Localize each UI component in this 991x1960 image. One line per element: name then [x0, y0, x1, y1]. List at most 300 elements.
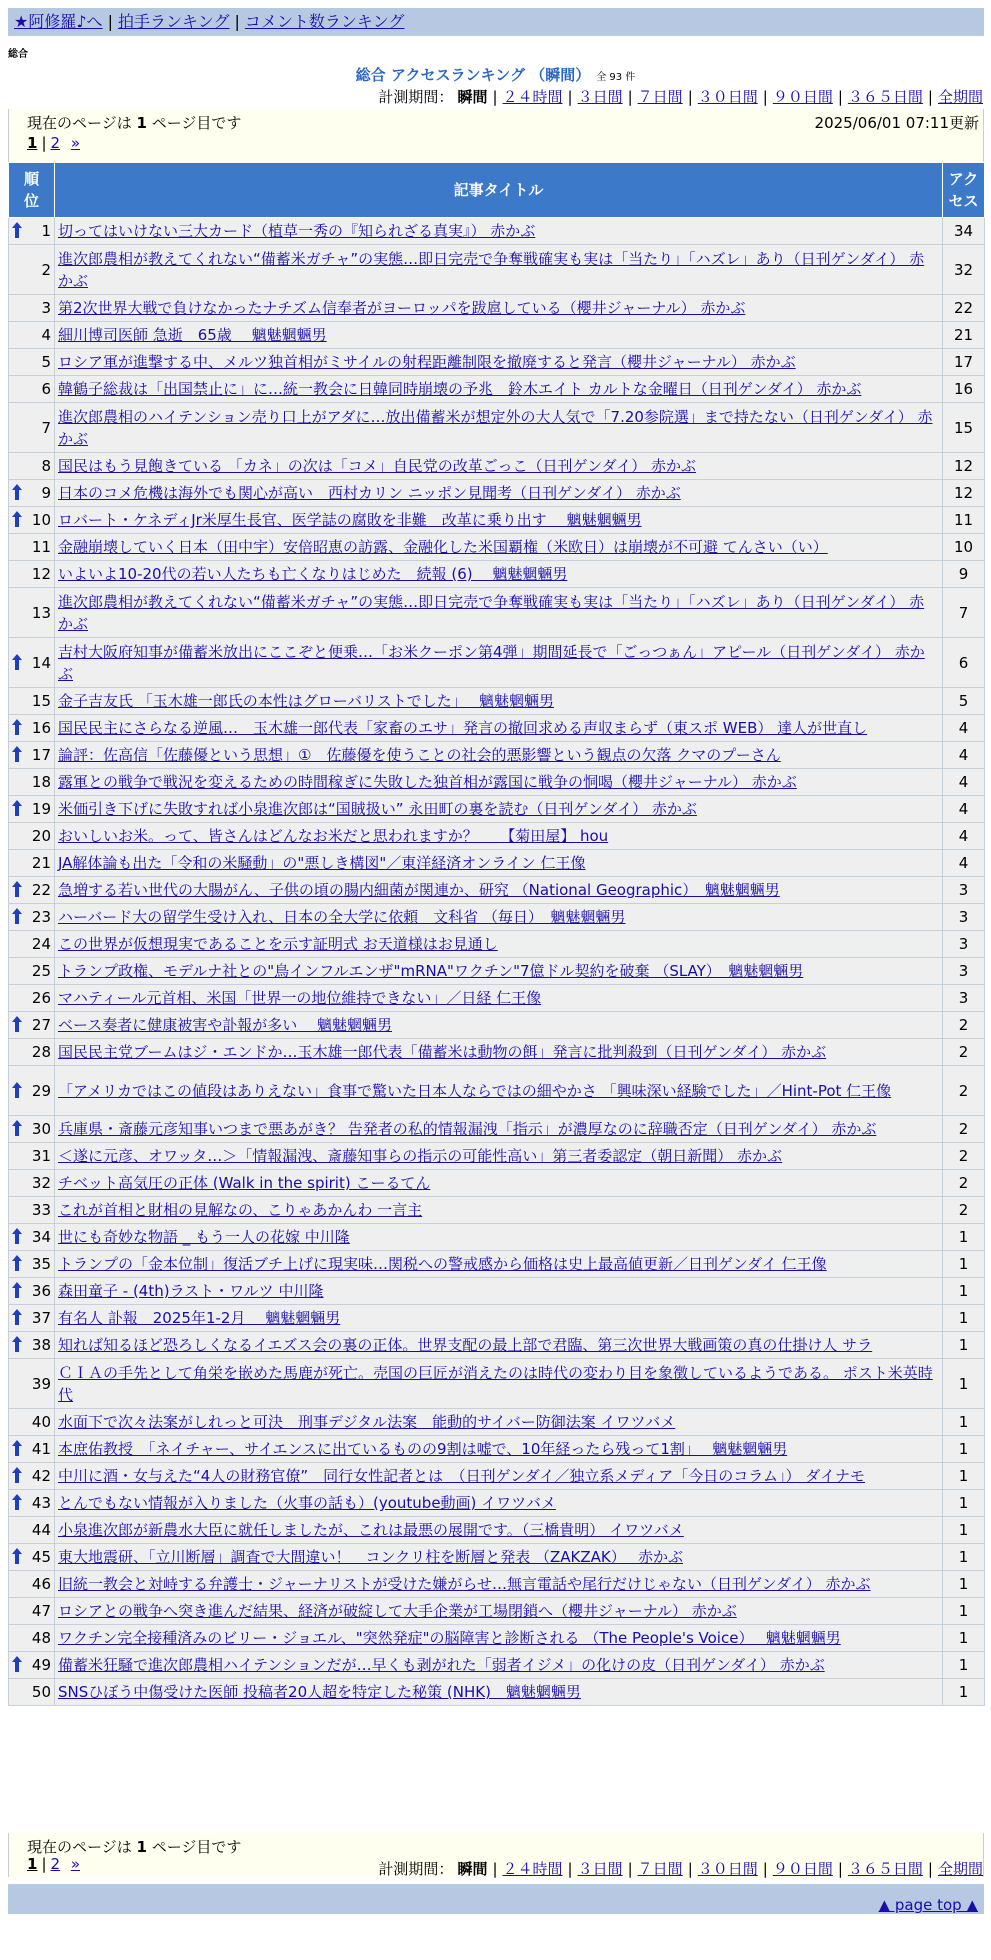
title-cell	[55, 769, 943, 796]
article-link[interactable]: ワクチン完全接種済みのビリー・ジョエル、"突然発症"の脳障害と診断される （The People's Voice） 魑魅魍魎男	[58, 1629, 841, 1647]
article-link[interactable]: JA解体論も出た「令和の米騒動」の"悪しき構図"／東洋経済オンライン 仁王像	[58, 854, 586, 872]
table-row	[9, 1116, 985, 1143]
rank-cell	[9, 295, 55, 322]
period-7d[interactable]: ７日間	[637, 88, 683, 106]
article-link[interactable]: 韓鶴子総裁は「出国禁止に」に…統一教会に日韓同時崩壊の予兆 鈴木エイト カルトな金曜日（日刊ゲンダイ） 赤かぶ	[58, 380, 862, 398]
rank-cell	[9, 850, 55, 877]
page-2-link[interactable]: 2	[50, 1855, 61, 1873]
rank-up-arrow-icon	[12, 1548, 22, 1564]
title-cell	[55, 850, 943, 877]
rank-up-arrow-icon	[12, 1016, 22, 1032]
table-row	[9, 480, 985, 507]
title-cell	[55, 295, 943, 322]
table-row	[9, 1170, 985, 1197]
period-365d[interactable]: ３６５日間	[847, 1860, 923, 1878]
ranking-rows	[9, 218, 985, 1706]
article-link[interactable]: 国民民主党ブームはジ・エンドか…玉木雄一郎代表「備蓄米は動物の餌」発言に批判殺到（日刊ゲンダイ） 赤かぶ	[58, 1043, 827, 1061]
table-row	[9, 1571, 985, 1598]
rank-cell	[9, 1116, 55, 1143]
rank-up-arrow-icon	[12, 1082, 22, 1098]
period-30d[interactable]: ３０日間	[697, 1860, 758, 1878]
table-row	[9, 403, 985, 453]
article-link[interactable]: おいしいお米。って、皆さんはどんなお米だと思われますか？ 【菊田屋】 hou	[58, 827, 609, 845]
rank-cell	[9, 1197, 55, 1224]
rank-number: 25	[31, 962, 51, 980]
article-link[interactable]: 細川博司医師 急逝 65歳 魑魅魍魎男	[58, 326, 327, 344]
rank-cell	[9, 403, 55, 453]
access-count: 4	[943, 850, 985, 877]
article-link[interactable]: 金子吉友氏 「玉木雄一郎氏の本性はグローバリストでした」 魑魅魍魎男	[58, 692, 554, 710]
rank-up-arrow-icon	[12, 1309, 22, 1325]
article-link[interactable]: 進次郎農相が教えてくれない“備蓄米ガチャ”の実態…即日完売で争奪戦確実も実は「当たり」「ハズレ」あり（日刊ゲンダイ） 赤かぶ	[58, 592, 925, 633]
title-cell	[55, 507, 943, 534]
period-365d[interactable]: ３６５日間	[847, 88, 923, 106]
title-cell	[55, 1409, 943, 1436]
table-row	[9, 1224, 985, 1251]
article-link[interactable]: 中川に酒・女与えた“4人の財務官僚” 同行女性記者とは （日刊ゲンダイ／独立系メディア「今日のコラム」） ダイナモ	[58, 1467, 866, 1485]
rank-cell	[9, 985, 55, 1012]
article-link[interactable]: 有名人 訃報 2025年1-2月 魑魅魍魎男	[58, 1309, 341, 1327]
period-24h[interactable]: ２４時間	[502, 88, 563, 106]
article-link[interactable]: 急増する若い世代の大腸がん、子供の頃の腸内細菌が関連か、研究 （National Geographic） 魑魅魍魎男	[58, 881, 780, 899]
rank-cell	[9, 1332, 55, 1359]
article-link[interactable]: 知れば知るほど恐ろしくなるイエズス会の裏の正体。世界支配の最上部で君臨、第三次世界大戦画策の真の仕掛け人 サラ	[58, 1336, 873, 1354]
rank-cell	[9, 1517, 55, 1544]
rank-up-arrow-icon	[12, 1440, 22, 1456]
rank-number: 41	[31, 1440, 51, 1458]
top-nav-bar	[8, 8, 984, 36]
period-7d[interactable]: ７日間	[637, 1860, 683, 1878]
table-row	[9, 931, 985, 958]
period-selector-bottom: 計測期間： 瞬間 | ２４時間 | ３日間 | ７日間 | ３０日間 | ９０日間 | ３６５日間 | 全期間	[378, 1860, 983, 1878]
article-link[interactable]: 吉村大阪府知事が備蓄米放出にここぞと便乗…「お米クーポン第4弾」期間延長で「ごっつぁん」アピール（日刊ゲンダイ） 赤かぶ	[58, 642, 925, 683]
article-link[interactable]: 切ってはいけない三大カード（植草一秀の『知られざる真実』） 赤かぶ	[58, 222, 536, 240]
table-row	[9, 688, 985, 715]
title-cell	[55, 1571, 943, 1598]
access-count: 2	[943, 1170, 985, 1197]
rank-number: 20	[31, 827, 51, 845]
rank-cell	[9, 1170, 55, 1197]
article-link[interactable]: チベット高気圧の正体 (Walk in the spirit) こーるてん	[58, 1174, 431, 1192]
rank-up-arrow-icon	[12, 881, 22, 897]
title-cell	[55, 877, 943, 904]
article-link[interactable]: 日本のコメ危機は海外でも関心が高い 西村カリン ニッポン見聞考（日刊ゲンダイ） 赤かぶ	[58, 484, 681, 502]
title-cell	[55, 1278, 943, 1305]
rank-number: 49	[31, 1656, 51, 1674]
total-count: 全 93 件	[596, 72, 636, 83]
title-cell	[55, 1170, 943, 1197]
table-row	[9, 534, 985, 561]
footer-bar	[8, 1884, 984, 1914]
article-link[interactable]: 小泉進次郎が新農水大臣に就任しましたが、これは最悪の展開です。（三橋貴明） イワツバメ	[58, 1521, 684, 1539]
title-cell	[55, 1012, 943, 1039]
rank-cell	[9, 1625, 55, 1652]
title-cell	[55, 1463, 943, 1490]
nav-separator: |	[234, 12, 240, 31]
article-link[interactable]: 水面下で次々法案がしれっと可決 刑事デジタル法案 能動的サイバー防御法案 イワツバメ	[58, 1413, 676, 1431]
rank-up-arrow-icon	[12, 1656, 22, 1672]
title-cell	[55, 1544, 943, 1571]
rank-cell	[9, 1652, 55, 1679]
header-title: 記事タイトル	[55, 163, 943, 218]
title-cell	[55, 796, 943, 823]
title-cell	[55, 715, 943, 742]
rank-number: 27	[31, 1016, 51, 1034]
table-row	[9, 715, 985, 742]
title-cell	[55, 1305, 943, 1332]
access-count: 2	[943, 1012, 985, 1039]
updated-time: 2025/06/01 07:11更新	[814, 114, 979, 132]
ranking-title: 総合 アクセスランキング （瞬間）	[355, 66, 591, 84]
access-count: 1	[943, 1436, 985, 1463]
article-link[interactable]: 国民民主にさらなる逆風… 玉木雄一郎代表「家畜のエサ」発言の撤回求める声収まらず（東スポ WEB） 達人が世直し	[58, 719, 868, 737]
table-row	[9, 1598, 985, 1625]
title-cell	[55, 742, 943, 769]
table-row	[9, 742, 985, 769]
table-row	[9, 823, 985, 850]
period-current: 瞬間	[457, 1860, 488, 1878]
period-3d[interactable]: ３日間	[577, 88, 623, 106]
table-row	[9, 322, 985, 349]
page-top-link[interactable]: ▲ page top ▲	[878, 1896, 978, 1914]
access-count: 1	[943, 1305, 985, 1332]
access-count: 1	[943, 1517, 985, 1544]
title-cell	[55, 480, 943, 507]
rank-cell	[9, 1143, 55, 1170]
access-count: 9	[943, 561, 985, 588]
rank-cell	[9, 1066, 55, 1116]
rank-cell	[9, 588, 55, 638]
access-count: 4	[943, 742, 985, 769]
rank-number: 32	[31, 1174, 51, 1192]
rank-cell	[9, 715, 55, 742]
access-count: 4	[943, 715, 985, 742]
rank-number: 13	[31, 603, 51, 622]
article-link[interactable]: マハティール元首相、米国「世界一の地位維持できない」／日経 仁王像	[58, 989, 542, 1007]
rank-number: 1	[41, 222, 51, 240]
rank-cell	[9, 1359, 55, 1409]
access-count: 17	[943, 349, 985, 376]
rank-up-arrow-icon	[12, 746, 22, 762]
table-row	[9, 1039, 985, 1066]
rank-up-arrow-icon	[12, 484, 22, 500]
table-row	[9, 1251, 985, 1278]
access-count: 1	[943, 1332, 985, 1359]
rank-up-arrow-icon	[12, 1336, 22, 1352]
title-cell	[55, 588, 943, 638]
access-count: 1	[943, 1571, 985, 1598]
table-row	[9, 1544, 985, 1571]
rank-cell	[9, 904, 55, 931]
table-row	[9, 349, 985, 376]
rank-cell	[9, 1251, 55, 1278]
rank-up-arrow-icon	[12, 908, 22, 924]
article-link[interactable]: 旧統一教会と対峙する弁護士・ジャーナリストが受けた嫌がらせ…無言電話や尾行だけじゃない（日刊ゲンダイ） 赤かぶ	[58, 1575, 871, 1593]
table-row	[9, 958, 985, 985]
access-count: 1	[943, 1544, 985, 1571]
article-link[interactable]: とんでもない情報が入りました（火事の話も）(youtube動画) イワツバメ	[58, 1494, 556, 1512]
period-selector-top: 計測期間： 瞬間 | ２４時間 | ３日間 | ７日間 | ３０日間 | ９０日間 | ３６５日間 | 全期間	[378, 88, 983, 106]
title-cell	[55, 1436, 943, 1463]
rank-up-arrow-icon	[12, 1494, 22, 1510]
rank-number: 36	[31, 1282, 51, 1300]
rank-number: 24	[31, 935, 51, 953]
rank-cell	[9, 1544, 55, 1571]
table-row	[9, 850, 985, 877]
access-count: 32	[943, 245, 985, 295]
title-cell	[55, 534, 943, 561]
title-cell	[55, 218, 943, 245]
article-link[interactable]: ロバート・ケネディJr米厚生長官、医学誌の腐敗を非難 改革に乗り出す 魑魅魍魎男	[58, 511, 642, 529]
access-count: 16	[943, 376, 985, 403]
table-row	[9, 1278, 985, 1305]
rank-number: 3	[41, 299, 51, 317]
access-count: 10	[943, 534, 985, 561]
header-access: アクセス	[943, 163, 985, 218]
rank-number: 50	[31, 1683, 51, 1701]
article-link[interactable]: ＜遂に元彦、オワッタ…＞「情報漏洩、斎藤知事らの指示の可能性高い」第三者委認定（朝日新聞） 赤かぶ	[58, 1147, 783, 1165]
access-count: 1	[943, 1409, 985, 1436]
page-links: 1 | 2 »	[27, 134, 81, 152]
title-cell	[55, 1066, 943, 1116]
rank-number: 33	[31, 1201, 51, 1219]
access-count: 3	[943, 958, 985, 985]
rank-number: 48	[31, 1629, 51, 1647]
access-count: 2	[943, 1197, 985, 1224]
table-row	[9, 1066, 985, 1116]
table-row	[9, 1359, 985, 1409]
clap-ranking-link[interactable]: 拍手ランキング	[117, 12, 230, 31]
rank-cell	[9, 453, 55, 480]
rank-number: 34	[31, 1228, 51, 1246]
rank-up-arrow-icon	[12, 719, 22, 735]
article-link[interactable]: 論評：佐高信「佐藤優という思想」① 佐藤優を使うことの社会的悪影響という観点の欠落 クマのプーさん	[58, 746, 781, 764]
home-link[interactable]: ★阿修羅♪へ	[14, 12, 103, 31]
rank-up-arrow-icon	[12, 222, 22, 238]
rank-cell	[9, 1278, 55, 1305]
title-cell	[55, 1143, 943, 1170]
table-row	[9, 453, 985, 480]
rank-number: 8	[41, 457, 51, 475]
rank-number: 4	[41, 326, 51, 344]
access-count: 1	[943, 1598, 985, 1625]
rank-number: 46	[31, 1575, 51, 1593]
access-count: 1	[943, 1679, 985, 1706]
period-current: 瞬間	[457, 88, 488, 106]
title-cell	[55, 1598, 943, 1625]
rank-cell	[9, 1571, 55, 1598]
rank-cell	[9, 1598, 55, 1625]
rank-number: 14	[31, 653, 51, 672]
access-count: 4	[943, 796, 985, 823]
rank-number: 37	[31, 1309, 51, 1327]
rank-cell	[9, 1224, 55, 1251]
rank-cell	[9, 480, 55, 507]
period-3d[interactable]: ３日間	[577, 1860, 623, 1878]
access-count: 2	[943, 1066, 985, 1116]
table-row	[9, 1517, 985, 1544]
article-link[interactable]: 本庶佑教授 「ネイチャー、サイエンスに出ているものの9割は嘘で、10年経ったら残って1割」 魑魅魍魎男	[58, 1440, 788, 1458]
table-row	[9, 1625, 985, 1652]
next-page-link[interactable]: »	[70, 134, 81, 152]
access-count: 2	[943, 1143, 985, 1170]
period-all[interactable]: 全期間	[937, 1860, 983, 1878]
title-cell	[55, 1224, 943, 1251]
next-page-link[interactable]: »	[70, 1855, 81, 1873]
rank-number: 12	[31, 565, 51, 583]
access-count: 12	[943, 453, 985, 480]
rank-cell	[9, 877, 55, 904]
table-row	[9, 245, 985, 295]
table-row	[9, 218, 985, 245]
rank-cell	[9, 638, 55, 688]
rank-cell	[9, 1679, 55, 1706]
rank-number: 2	[41, 260, 51, 279]
table-row	[9, 904, 985, 931]
article-link[interactable]: トランプ政権、モデルナ社との"鳥インフルエンザ"mRNA"ワクチン"7億ドル契約を破棄 （SLAY） 魑魅魍魎男	[58, 962, 804, 980]
access-count: 12	[943, 480, 985, 507]
rank-cell	[9, 1490, 55, 1517]
article-link[interactable]: 世にも奇妙な物語 _ もう一人の花嫁 中川隆	[58, 1228, 350, 1246]
article-link[interactable]: SNSひぼう中傷受けた医師 投稿者20人超を特定した秘策 (NHK) 魑魅魍魎男	[58, 1683, 581, 1701]
rank-cell	[9, 1305, 55, 1332]
table-row	[9, 1652, 985, 1679]
rank-cell	[9, 688, 55, 715]
rank-cell	[9, 349, 55, 376]
rank-cell	[9, 769, 55, 796]
rank-up-arrow-icon	[12, 1467, 22, 1483]
access-count: 15	[943, 403, 985, 453]
article-link[interactable]: 金融崩壊していく日本（田中宇）安倍昭恵の訪露、金融化した米国覇権（米欧日）は崩壊が不可避 てんさい（い）	[58, 538, 828, 556]
period-30d[interactable]: ３０日間	[697, 88, 758, 106]
rank-number: 16	[31, 719, 51, 737]
table-row	[9, 769, 985, 796]
article-link[interactable]: 森田童子 - (4th)ラスト・ワルツ 中川隆	[58, 1282, 324, 1300]
table-row	[9, 376, 985, 403]
article-link[interactable]: 国民はもう見飽きている 「カネ」の次は「コメ」自民党の改革ごっこ（日刊ゲンダイ） 赤かぶ	[58, 457, 697, 475]
page-1-current: 1	[27, 1855, 38, 1873]
article-link[interactable]: 進次郎農相のハイテンション売り口上がアダに…放出備蓄米が想定外の大人気で「7.20参院選」まで持たない（日刊ゲンダイ） 赤かぶ	[58, 407, 933, 448]
rank-number: 39	[31, 1374, 51, 1393]
article-link[interactable]: 「アメリカではこの値段はありえない」食事で驚いた日本人ならではの細やかさ 「興味深い経験でした」／Hint-Pot 仁王像	[58, 1081, 892, 1100]
title-cell	[55, 985, 943, 1012]
table-row	[9, 1436, 985, 1463]
rank-number: 11	[31, 538, 51, 556]
period-90d[interactable]: ９０日間	[772, 88, 833, 106]
pager-top	[8, 109, 984, 162]
table-row	[9, 985, 985, 1012]
access-count: 6	[943, 638, 985, 688]
title-cell	[55, 1652, 943, 1679]
access-count: 1	[943, 1224, 985, 1251]
access-count: 1	[943, 1359, 985, 1409]
article-link[interactable]: 露軍との戦争で戦況を変えるための時間稼ぎに失敗した独首相が露国に戦争の恫喝（櫻井ジャーナル） 赤かぶ	[58, 773, 797, 791]
rank-cell	[9, 742, 55, 769]
article-link[interactable]: ロシア軍が進撃する中、メルツ独首相がミサイルの射程距離制限を撤廃すると発言（櫻井ジャーナル） 赤かぶ	[58, 353, 796, 371]
rank-cell	[9, 1409, 55, 1436]
access-count: 22	[943, 295, 985, 322]
table-header-row	[9, 163, 985, 218]
header-rank: 順位	[9, 163, 55, 218]
rank-number: 22	[31, 881, 51, 899]
rank-cell	[9, 534, 55, 561]
table-row	[9, 588, 985, 638]
title-cell	[55, 688, 943, 715]
article-link[interactable]: 兵庫県・斎藤元彦知事いつまで悪あがき？ 告発者の私的情報漏洩「指示」が濃厚なのに辞職否定（日刊ゲンダイ） 赤かぶ	[58, 1120, 877, 1138]
rank-number: 7	[41, 418, 51, 437]
title-cell	[55, 1116, 943, 1143]
comment-ranking-link[interactable]: コメント数ランキング	[244, 12, 405, 31]
rank-number: 19	[31, 800, 51, 818]
table-row	[9, 1332, 985, 1359]
page-2-link[interactable]: 2	[50, 134, 61, 152]
title-cell	[55, 376, 943, 403]
title-cell	[55, 1625, 943, 1652]
rank-cell	[9, 1436, 55, 1463]
rank-cell	[9, 1039, 55, 1066]
rank-number: 38	[31, 1336, 51, 1354]
title-cell	[55, 1517, 943, 1544]
article-link[interactable]: 東大地震研、「立川断層」調査で大間違い！ コンクリ柱を断層と発表 （ZAKZAK） 赤かぶ	[58, 1548, 683, 1566]
period-label: 計測期間：	[378, 1860, 454, 1878]
period-90d[interactable]: ９０日間	[772, 1860, 833, 1878]
article-link[interactable]: トランプの「金本位制」復活ブチ上げに現実味…関税への警戒感から価格は史上最高値更新／日刊ゲンダイ 仁王像	[58, 1255, 827, 1273]
ranking-heading	[0, 64, 991, 85]
rank-cell	[9, 931, 55, 958]
access-count: 4	[943, 823, 985, 850]
title-cell	[55, 638, 943, 688]
article-link[interactable]: この世界が仮想現実であることを示す証明式 お天道様はお見通し	[58, 935, 498, 953]
rank-cell	[9, 958, 55, 985]
period-all[interactable]: 全期間	[937, 88, 983, 106]
access-count: 3	[943, 904, 985, 931]
access-count: 21	[943, 322, 985, 349]
article-link[interactable]: 米価引き下げに失敗すれば小泉進次郎は“国賊扱い” 永田町の裏を読む（日刊ゲンダイ） 赤かぶ	[58, 800, 697, 818]
table-row	[9, 1490, 985, 1517]
article-link[interactable]: ＣＩＡの手先として角栄を嵌めた馬鹿が死亡。売国の巨匠が消えたのは時代の変わり目を象徴しているようである。 ポスト米英時代	[58, 1363, 933, 1404]
category-label: 総合	[8, 49, 28, 60]
table-row	[9, 1679, 985, 1706]
table-row	[9, 1197, 985, 1224]
article-link[interactable]: いよいよ10-20代の若い人たちも亡くなりはじめた 続報 (6) 魑魅魍魎男	[58, 565, 568, 583]
article-link[interactable]: 進次郎農相が教えてくれない“備蓄米ガチャ”の実態…即日完売で争奪戦確実も実は「当たり」「ハズレ」あり（日刊ゲンダイ） 赤かぶ	[58, 249, 925, 290]
rank-cell	[9, 1463, 55, 1490]
article-link[interactable]: 備蓄米狂騒で進次郎農相ハイテンションだが…早くも剥がれた「弱者イジメ」の化けの皮（日刊ゲンダイ） 赤かぶ	[58, 1656, 825, 1674]
rank-number: 43	[31, 1494, 51, 1512]
rank-number: 42	[31, 1467, 51, 1485]
access-count: 7	[943, 588, 985, 638]
article-link[interactable]: これが首相と財相の見解なの、こりゃあかんわ 一言主	[58, 1201, 423, 1219]
period-24h[interactable]: ２４時間	[502, 1860, 563, 1878]
title-cell	[55, 1251, 943, 1278]
table-row	[9, 796, 985, 823]
table-row	[9, 638, 985, 688]
rank-number: 35	[31, 1255, 51, 1273]
rank-cell	[9, 245, 55, 295]
article-link[interactable]: ベース奏者に健康被害や訃報が多い 魑魅魍魎男	[58, 1016, 393, 1034]
article-link[interactable]: 第2次世界大戦で負けなかったナチズム信奉者がヨーロッパを跋扈している（櫻井ジャーナル） 赤かぶ	[58, 299, 746, 317]
rank-cell	[9, 322, 55, 349]
table-row	[9, 507, 985, 534]
rank-number: 29	[31, 1081, 51, 1100]
article-link[interactable]: ハーバード大の留学生受け入れ、日本の全大学に依頼 文科省 （毎日） 魑魅魍魎男	[58, 908, 626, 926]
rank-number: 5	[41, 353, 51, 371]
title-cell	[55, 1039, 943, 1066]
access-count: 11	[943, 507, 985, 534]
rank-up-arrow-icon	[12, 654, 22, 670]
access-count: 5	[943, 688, 985, 715]
article-link[interactable]: ロシアとの戦争へ突き進んだ結果、経済が破綻して大手企業が工場閉鎖へ（櫻井ジャーナル） 赤かぶ	[58, 1602, 737, 1620]
